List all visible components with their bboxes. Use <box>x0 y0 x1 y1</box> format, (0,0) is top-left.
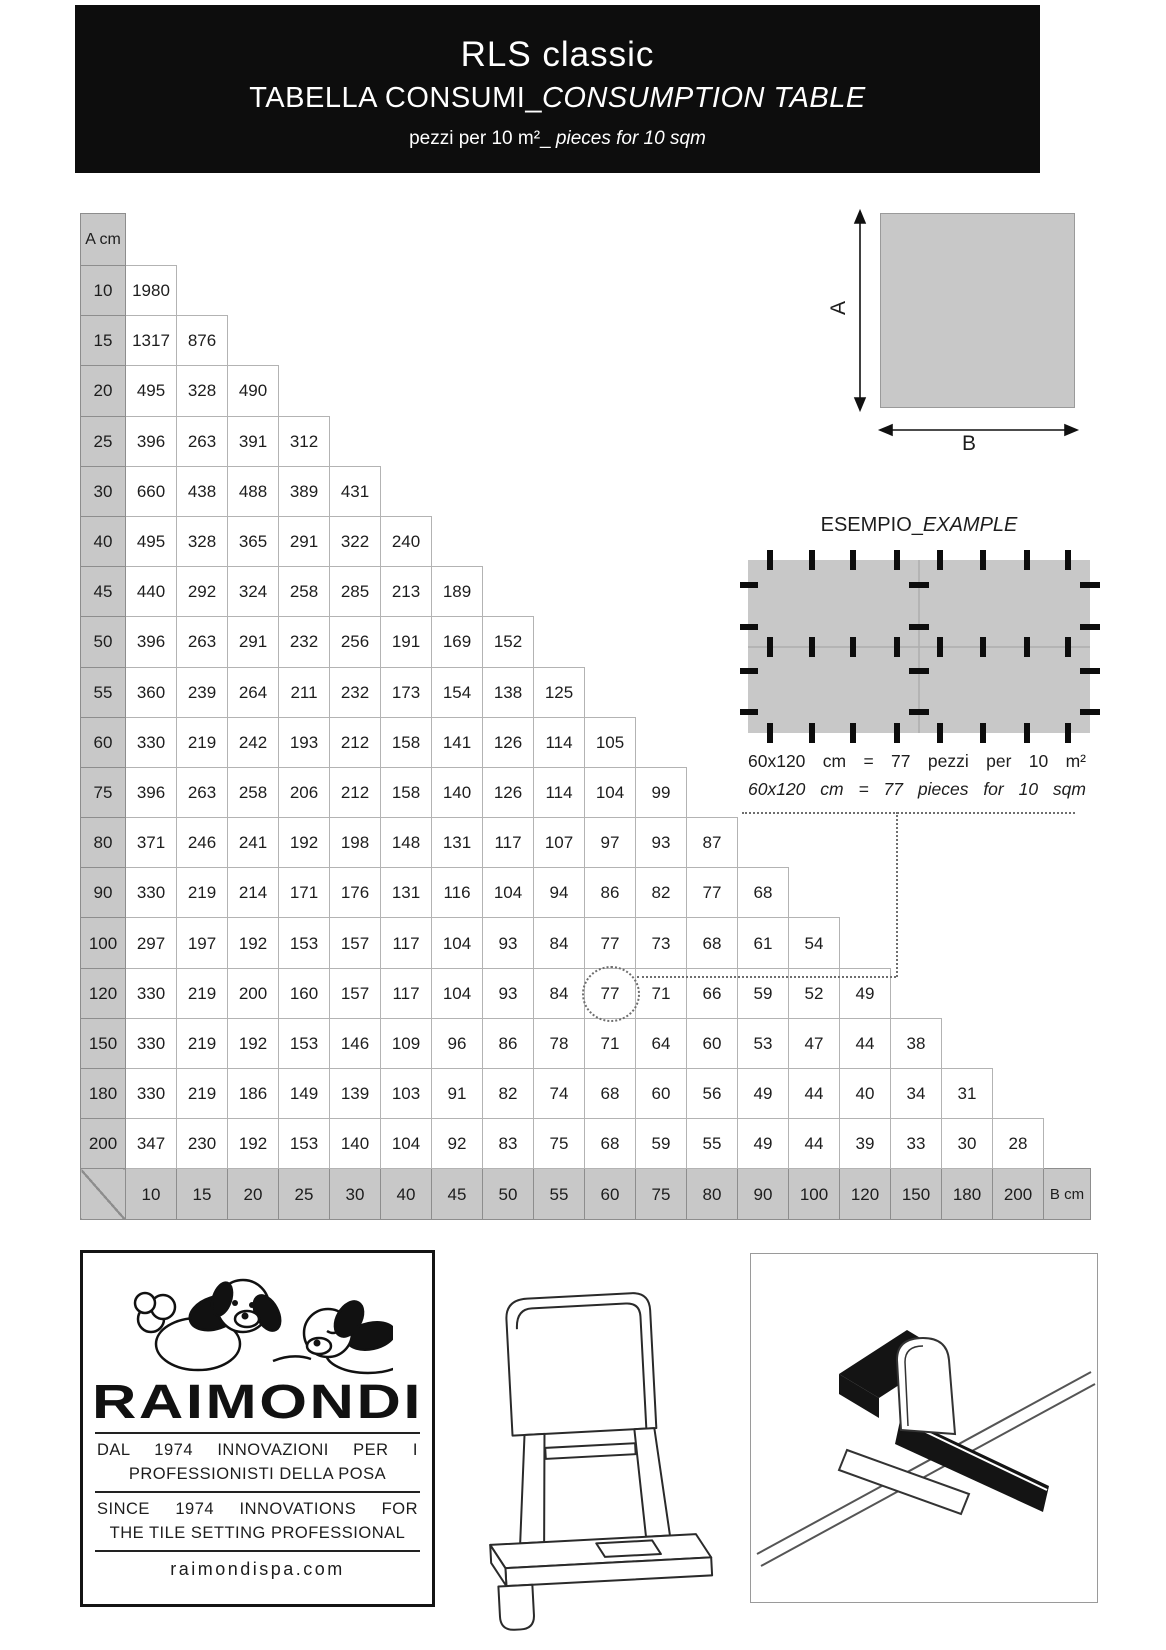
value-cell: 33 <box>891 1119 942 1169</box>
value-cell: 490 <box>228 366 279 416</box>
page-title: RLS classic <box>460 35 655 74</box>
value-cell: 324 <box>228 567 279 617</box>
value-cell: 232 <box>279 617 330 667</box>
clip-tick-vertical <box>809 550 815 570</box>
value-cell: 153 <box>279 918 330 968</box>
value-cell: 330 <box>126 968 177 1018</box>
value-cell: 74 <box>534 1069 585 1119</box>
clip-tick-vertical <box>767 550 773 570</box>
a-axis-label-cell: A cm <box>81 214 126 266</box>
value-cell: 56 <box>687 1069 738 1119</box>
row-header-cell: 180 <box>81 1069 126 1119</box>
divider-2 <box>95 1491 420 1493</box>
callout-line-horizontal <box>637 976 896 978</box>
value-cell: 197 <box>177 918 228 968</box>
value-cell: 438 <box>177 466 228 516</box>
website-url: raimondispa.com <box>170 1559 345 1579</box>
dim-label-b: B <box>962 432 977 455</box>
value-cell: 391 <box>228 416 279 466</box>
value-cell: 68 <box>687 918 738 968</box>
value-cell: 495 <box>126 366 177 416</box>
value-cell: 263 <box>177 767 228 817</box>
value-cell: 83 <box>483 1119 534 1169</box>
value-cell: 117 <box>381 918 432 968</box>
example-caption-it: 60x120 cm = 77 pezzi per 10 m² <box>748 751 1086 771</box>
value-cell: 99 <box>636 767 687 817</box>
value-cell: 139 <box>330 1069 381 1119</box>
example-title-regular: ESEMPIO_ <box>820 514 923 536</box>
subtitle-italic: CONSUMPTION TABLE <box>541 82 866 114</box>
row-header-cell: 15 <box>81 316 126 366</box>
example-tiles-diagram <box>740 545 1100 745</box>
value-cell: 330 <box>126 1069 177 1119</box>
value-cell: 52 <box>789 968 840 1018</box>
value-cell: 39 <box>840 1119 891 1169</box>
col-header-cell: 15 <box>177 1169 228 1220</box>
value-cell: 219 <box>177 868 228 918</box>
clip-tick-vertical <box>1024 723 1030 743</box>
row-header-cell: 80 <box>81 818 126 868</box>
value-cell: 242 <box>228 717 279 767</box>
value-cell: 371 <box>126 818 177 868</box>
value-cell: 157 <box>330 968 381 1018</box>
clip-tick-vertical <box>850 550 856 570</box>
value-cell: 140 <box>330 1119 381 1169</box>
value-cell: 440 <box>126 567 177 617</box>
value-cell: 104 <box>432 968 483 1018</box>
row-header-cell: 20 <box>81 366 126 416</box>
value-cell: 285 <box>330 567 381 617</box>
value-cell: 148 <box>381 818 432 868</box>
clip-tick-vertical <box>1024 550 1030 570</box>
col-header-cell: 20 <box>228 1169 279 1220</box>
clip-plate <box>505 1292 656 1435</box>
value-cell: 291 <box>228 617 279 667</box>
value-cell: 94 <box>534 868 585 918</box>
value-cell: 49 <box>738 1069 789 1119</box>
col-header-cell: 60 <box>585 1169 636 1220</box>
value-cell: 34 <box>891 1069 942 1119</box>
value-cell: 86 <box>483 1018 534 1068</box>
clip-tick-vertical <box>767 637 773 657</box>
value-cell: 44 <box>840 1018 891 1068</box>
row-header-cell: 30 <box>81 466 126 516</box>
row-header-cell: 40 <box>81 516 126 566</box>
value-cell: 93 <box>483 968 534 1018</box>
example-title-italic: EXAMPLE <box>922 514 1018 536</box>
value-cell: 38 <box>891 1018 942 1068</box>
clip-base-slot <box>596 1540 661 1557</box>
value-cell: 44 <box>789 1119 840 1169</box>
value-cell: 239 <box>177 667 228 717</box>
clip-tick-horizontal <box>909 709 929 715</box>
tagline-en-line2: THE TILE SETTING PROFESSIONAL <box>109 1524 406 1542</box>
value-cell: 264 <box>228 667 279 717</box>
value-cell: 131 <box>381 868 432 918</box>
value-cell: 125 <box>534 667 585 717</box>
value-cell: 186 <box>228 1069 279 1119</box>
value-cell: 330 <box>126 1018 177 1068</box>
value-cell: 171 <box>279 868 330 918</box>
value-cell: 114 <box>534 767 585 817</box>
value-cell: 256 <box>330 617 381 667</box>
value-cell: 104 <box>585 767 636 817</box>
value-cell: 131 <box>432 818 483 868</box>
value-cell: 240 <box>381 516 432 566</box>
value-cell: 104 <box>483 868 534 918</box>
example-caption-en: 60x120 cm = 77 pieces for 10 sqm <box>748 779 1086 799</box>
col-header-cell: 30 <box>330 1169 381 1220</box>
value-cell: 330 <box>126 717 177 767</box>
col-header-cell: 10 <box>126 1169 177 1220</box>
col-header-cell: 75 <box>636 1169 687 1220</box>
clip-tick-horizontal <box>1080 582 1100 588</box>
value-cell: 206 <box>279 767 330 817</box>
clip-tick-vertical <box>1065 550 1071 570</box>
value-cell: 30 <box>942 1119 993 1169</box>
value-cell: 212 <box>330 717 381 767</box>
row-header-cell: 55 <box>81 667 126 717</box>
value-cell: 158 <box>381 767 432 817</box>
value-cell: 258 <box>228 767 279 817</box>
value-cell: 347 <box>126 1119 177 1169</box>
value-cell: 126 <box>483 717 534 767</box>
tagline-en-line1: SINCE 1974 INNOVATIONS FOR <box>97 1500 418 1518</box>
row-header-cell: 45 <box>81 567 126 617</box>
value-cell: 230 <box>177 1119 228 1169</box>
value-cell: 1317 <box>126 316 177 366</box>
value-cell: 96 <box>432 1018 483 1068</box>
col-header-cell: 40 <box>381 1169 432 1220</box>
col-header-cell: 50 <box>483 1169 534 1220</box>
clip-leg-right <box>634 1428 670 1537</box>
clip-tick-vertical <box>937 723 943 743</box>
value-cell: 55 <box>687 1119 738 1169</box>
value-cell: 84 <box>534 918 585 968</box>
value-cell: 44 <box>789 1069 840 1119</box>
value-cell: 68 <box>585 1119 636 1169</box>
value-cell: 105 <box>585 717 636 767</box>
col-header-cell: 120 <box>840 1169 891 1220</box>
value-cell: 211 <box>279 667 330 717</box>
value-cell: 49 <box>738 1119 789 1169</box>
clip-tick-vertical <box>850 637 856 657</box>
col-header-cell: 25 <box>279 1169 330 1220</box>
arrowhead-down-icon <box>855 398 865 410</box>
divider-1 <box>95 1432 420 1434</box>
puppy1-eye-right <box>249 1302 255 1308</box>
value-cell: 153 <box>279 1119 330 1169</box>
value-cell: 263 <box>177 617 228 667</box>
clip-tick-vertical <box>980 723 986 743</box>
value-cell: 365 <box>228 516 279 566</box>
diagonal-cell <box>81 1169 126 1220</box>
value-cell: 158 <box>381 717 432 767</box>
value-cell: 68 <box>585 1069 636 1119</box>
clip-crossbar <box>545 1443 635 1459</box>
value-cell: 103 <box>381 1069 432 1119</box>
value-cell: 117 <box>483 818 534 868</box>
value-cell: 61 <box>738 918 789 968</box>
clip-tick-horizontal <box>740 582 758 588</box>
value-cell: 258 <box>279 567 330 617</box>
col-header-cell: 90 <box>738 1169 789 1220</box>
value-cell: 28 <box>993 1119 1044 1169</box>
clip-tick-horizontal <box>909 624 929 630</box>
puppy2-paw <box>273 1356 311 1361</box>
value-cell: 219 <box>177 968 228 1018</box>
value-cell: 219 <box>177 717 228 767</box>
puppy2-nose <box>313 1340 320 1347</box>
value-cell: 104 <box>381 1119 432 1169</box>
row-header-cell: 120 <box>81 968 126 1018</box>
value-cell: 84 <box>534 968 585 1018</box>
value-cell: 54 <box>789 918 840 968</box>
clip-tick-horizontal <box>909 668 929 674</box>
value-cell: 431 <box>330 466 381 516</box>
value-cell: 152 <box>483 617 534 667</box>
col-header-cell: 45 <box>432 1169 483 1220</box>
value-cell: 141 <box>432 717 483 767</box>
value-cell: 59 <box>738 968 789 1018</box>
col-header-cell: 80 <box>687 1169 738 1220</box>
value-cell: 92 <box>432 1119 483 1169</box>
value-cell: 192 <box>279 818 330 868</box>
row-header-cell: 75 <box>81 767 126 817</box>
col-header-cell: 200 <box>993 1169 1044 1220</box>
page-note <box>75 128 1040 150</box>
clip-tick-vertical <box>980 637 986 657</box>
clip-tick-vertical <box>1065 723 1071 743</box>
value-cell: 47 <box>789 1018 840 1068</box>
clip-tick-horizontal <box>909 582 929 588</box>
raimondi-wordmark: RAIMONDI <box>91 1376 424 1429</box>
value-cell: 192 <box>228 918 279 968</box>
value-cell: 31 <box>942 1069 993 1119</box>
value-cell: 192 <box>228 1018 279 1068</box>
value-cell: 59 <box>636 1119 687 1169</box>
row-header-cell: 60 <box>81 717 126 767</box>
value-cell: 71 <box>636 968 687 1018</box>
value-cell: 64 <box>636 1018 687 1068</box>
value-cell: 330 <box>126 868 177 918</box>
value-cell: 213 <box>381 567 432 617</box>
value-cell: 93 <box>483 918 534 968</box>
clip-tick-vertical <box>1065 637 1071 657</box>
row-header-cell: 150 <box>81 1018 126 1068</box>
value-cell: 86 <box>585 868 636 918</box>
row-header-cell: 90 <box>81 868 126 918</box>
col-header-cell: 55 <box>534 1169 585 1220</box>
value-cell: 328 <box>177 366 228 416</box>
b-axis-label-cell: B cm <box>1044 1169 1091 1220</box>
dim-label-a: A <box>827 300 851 316</box>
value-cell: 232 <box>330 667 381 717</box>
value-cell: 360 <box>126 667 177 717</box>
puppy1-eye-left <box>232 1300 238 1306</box>
clip-tick-horizontal <box>740 709 758 715</box>
value-cell: 97 <box>585 818 636 868</box>
value-cell: 176 <box>330 868 381 918</box>
clip-tick-vertical <box>1024 637 1030 657</box>
value-cell: 193 <box>279 717 330 767</box>
value-cell: 173 <box>381 667 432 717</box>
value-cell: 191 <box>381 617 432 667</box>
value-cell: 116 <box>432 868 483 918</box>
clip-tick-vertical <box>809 723 815 743</box>
clip-tick-vertical <box>980 550 986 570</box>
header-band <box>75 5 1040 173</box>
value-cell: 214 <box>228 868 279 918</box>
wedge-illustration-box <box>750 1253 1098 1603</box>
value-cell: 154 <box>432 667 483 717</box>
value-cell: 263 <box>177 416 228 466</box>
clip-tick-vertical <box>894 723 900 743</box>
arrowhead-left-icon <box>880 425 892 435</box>
value-cell: 219 <box>177 1018 228 1068</box>
value-cell: 198 <box>330 818 381 868</box>
clip-tick-horizontal <box>740 624 758 630</box>
callout-line-vertical <box>896 812 898 977</box>
value-cell: 71 <box>585 1018 636 1068</box>
value-cell: 396 <box>126 767 177 817</box>
clip-tick-vertical <box>767 723 773 743</box>
value-cell: 241 <box>228 818 279 868</box>
clip-tick-vertical <box>894 550 900 570</box>
row-header-cell: 50 <box>81 617 126 667</box>
row-header-cell: 25 <box>81 416 126 466</box>
subtitle-regular: TABELLA CONSUMI_ <box>249 82 542 114</box>
value-cell: 77 <box>585 918 636 968</box>
row-header-cell: 100 <box>81 918 126 968</box>
clip-tick-vertical <box>894 637 900 657</box>
clip-tick-vertical <box>809 637 815 657</box>
value-cell: 297 <box>126 918 177 968</box>
clip-tick-vertical <box>937 637 943 657</box>
value-cell: 68 <box>738 868 789 918</box>
puppies-illustration <box>123 1261 393 1379</box>
value-cell: 107 <box>534 818 585 868</box>
value-cell: 149 <box>279 1069 330 1119</box>
value-cell: 322 <box>330 516 381 566</box>
note-italic: pieces for 10 sqm <box>555 128 706 149</box>
value-cell: 75 <box>534 1119 585 1169</box>
dimension-arrows <box>840 208 1090 458</box>
value-cell: 49 <box>840 968 891 1018</box>
value-cell: 189 <box>432 567 483 617</box>
value-cell: 114 <box>534 717 585 767</box>
value-cell: 291 <box>279 516 330 566</box>
row-header-cell: 200 <box>81 1119 126 1169</box>
arrowhead-up-icon <box>855 211 865 223</box>
clip-tick-horizontal <box>740 668 758 674</box>
value-cell: 117 <box>381 968 432 1018</box>
value-cell: 138 <box>483 667 534 717</box>
clip-tick-vertical <box>850 723 856 743</box>
value-cell: 212 <box>330 767 381 817</box>
value-cell: 60 <box>636 1069 687 1119</box>
value-cell: 40 <box>840 1069 891 1119</box>
value-cell: 73 <box>636 918 687 968</box>
value-cell: 389 <box>279 466 330 516</box>
value-cell: 82 <box>483 1069 534 1119</box>
highlighted-cell-circle <box>582 966 640 1022</box>
value-cell: 495 <box>126 516 177 566</box>
value-cell: 78 <box>534 1018 585 1068</box>
value-cell: 396 <box>126 617 177 667</box>
value-cell: 312 <box>279 416 330 466</box>
example-title <box>748 514 1090 537</box>
col-header-cell: 150 <box>891 1169 942 1220</box>
value-cell: 66 <box>687 968 738 1018</box>
col-header-cell: 180 <box>942 1169 993 1220</box>
value-cell: 200 <box>228 968 279 1018</box>
value-cell: 93 <box>636 818 687 868</box>
value-cell: 396 <box>126 416 177 466</box>
value-cell: 77 <box>687 868 738 918</box>
clip-tick-vertical <box>937 550 943 570</box>
clip-breakaway-foot <box>498 1585 534 1631</box>
wedge-clip-illustration <box>751 1254 1096 1601</box>
value-cell: 60 <box>687 1018 738 1068</box>
value-cell: 146 <box>330 1018 381 1068</box>
puppy1-nose <box>241 1313 248 1320</box>
value-cell: 292 <box>177 567 228 617</box>
clip-tick-horizontal <box>1080 624 1100 630</box>
value-cell: 53 <box>738 1018 789 1068</box>
tagline-it-line1: DAL 1974 INNOVAZIONI PER I <box>97 1441 418 1459</box>
value-cell: 328 <box>177 516 228 566</box>
value-cell: 126 <box>483 767 534 817</box>
clip-tick-horizontal <box>1080 668 1100 674</box>
value-cell: 876 <box>177 316 228 366</box>
leveling-clip-illustration <box>452 1282 718 1644</box>
value-cell: 192 <box>228 1119 279 1169</box>
raimondi-logo-box <box>80 1250 435 1607</box>
value-cell: 104 <box>432 918 483 968</box>
value-cell: 109 <box>381 1018 432 1068</box>
puppy-tail-3 <box>135 1293 155 1313</box>
value-cell: 77 <box>585 968 636 1018</box>
value-cell: 91 <box>432 1069 483 1119</box>
tagline-it-line2: PROFESSIONISTI DELLA POSA <box>128 1465 387 1483</box>
row-header-cell: 10 <box>81 266 126 316</box>
divider-3 <box>95 1550 420 1552</box>
value-cell: 488 <box>228 466 279 516</box>
value-cell: 82 <box>636 868 687 918</box>
value-cell: 169 <box>432 617 483 667</box>
value-cell: 660 <box>126 466 177 516</box>
value-cell: 140 <box>432 767 483 817</box>
value-cell: 87 <box>687 818 738 868</box>
col-header-cell: 100 <box>789 1169 840 1220</box>
note-regular: pezzi per 10 m²_ <box>409 128 556 149</box>
callout-line-top <box>742 812 1075 814</box>
value-cell: 153 <box>279 1018 330 1068</box>
value-cell: 160 <box>279 968 330 1018</box>
arrowhead-right-icon <box>1065 425 1077 435</box>
clip-tick-horizontal <box>1080 709 1100 715</box>
value-cell: 246 <box>177 818 228 868</box>
page-subtitle <box>75 82 1040 115</box>
value-cell: 1980 <box>126 266 177 316</box>
value-cell: 157 <box>330 918 381 968</box>
value-cell: 219 <box>177 1069 228 1119</box>
